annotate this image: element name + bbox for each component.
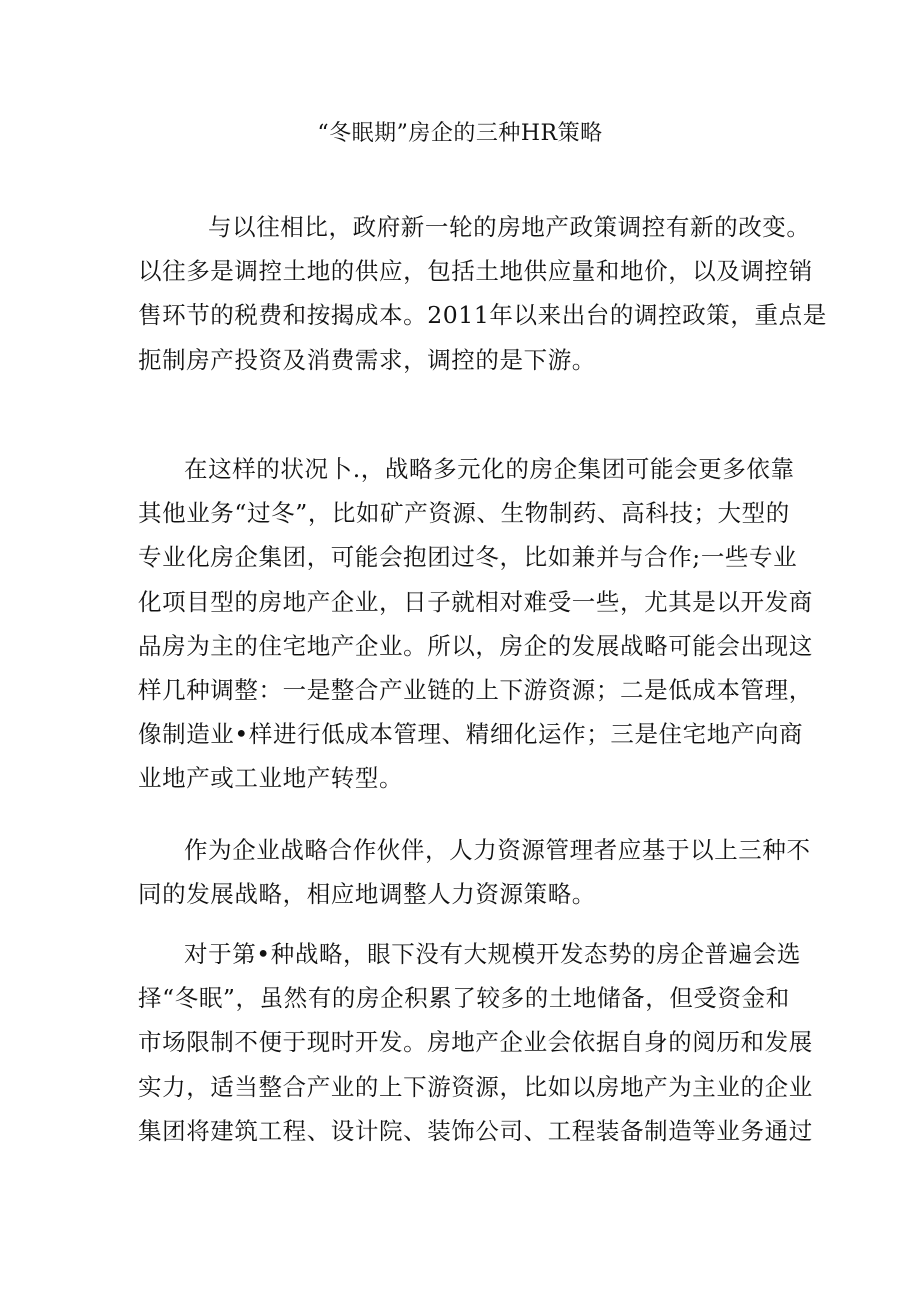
paragraph-line: 以往多是调控土地的供应，包括土地供应量和地价，以及调控销 <box>138 257 813 286</box>
document-title: “冬眠期”房企的三种HR策略 <box>317 121 603 146</box>
paragraph-1 <box>138 205 827 382</box>
paragraph-line: 样几种调整：一是整合产业链的上下游资源；二是低成本管理， <box>138 676 813 705</box>
paragraph-line: 市场限制不便于现时开发。房地产企业会依据自身的阅历和发展 <box>138 1028 813 1057</box>
paragraph-line: 售环节的税费和按揭成本。2011年以来出台的调控政策，重点是 <box>138 301 827 330</box>
paragraph-line: 与以往相比，政府新一轮的房地产政策调控有新的改变。 <box>208 213 811 241</box>
paragraph-line: 扼制房产投资及消费需求，调控的是下游。 <box>138 345 596 374</box>
paragraph-line: 择“冬眠”，虽然有的房企积累了较多的土地储备，但受资金和 <box>138 984 790 1013</box>
paragraph-line: 实力，适当整合产业的上下游资源，比如以房地产为主业的企业 <box>138 1072 813 1101</box>
paragraph-4 <box>138 932 813 1153</box>
paragraph-line: 同的发展战略，相应地调整人力资源策略。 <box>138 880 596 909</box>
paragraph-line: 对于第•种战略，眼下没有大规模开发态势的房企普遍会选 <box>184 940 801 968</box>
paragraph-line: 专业化房企集团，可能会抱团过冬，比如兼并与合作;一些专业 <box>138 543 798 572</box>
paragraph-line: 作为企业战略合作伙伴，人力资源管理者应基于以上三种不 <box>184 836 811 864</box>
paragraph-line: 集团将建筑工程、设计院、装饰公司、工程装备制造等业务通过 <box>138 1116 813 1145</box>
paragraph-line: 在这样的状况卜.，战略多元化的房企集团可能会更多依靠 <box>184 455 795 483</box>
paragraph-line: 业地产或工业地产转型。 <box>138 764 404 793</box>
paragraph-line: 其他业务“过冬”，比如矿产资源、生物制药、高科技；大型的 <box>138 499 790 528</box>
paragraph-line: 品房为主的住宅地产企业。所以，房企的发展战略可能会出现这 <box>138 631 813 660</box>
paragraph-2 <box>138 447 813 801</box>
paragraph-3 <box>138 828 811 916</box>
paragraph-line: 像制造业•样进行低成本管理、精细化运作；三是住宅地产向商 <box>138 720 804 749</box>
paragraph-line: 化项目型的房地产企业，日子就相对难受一些，尤其是以开发商 <box>138 587 813 616</box>
